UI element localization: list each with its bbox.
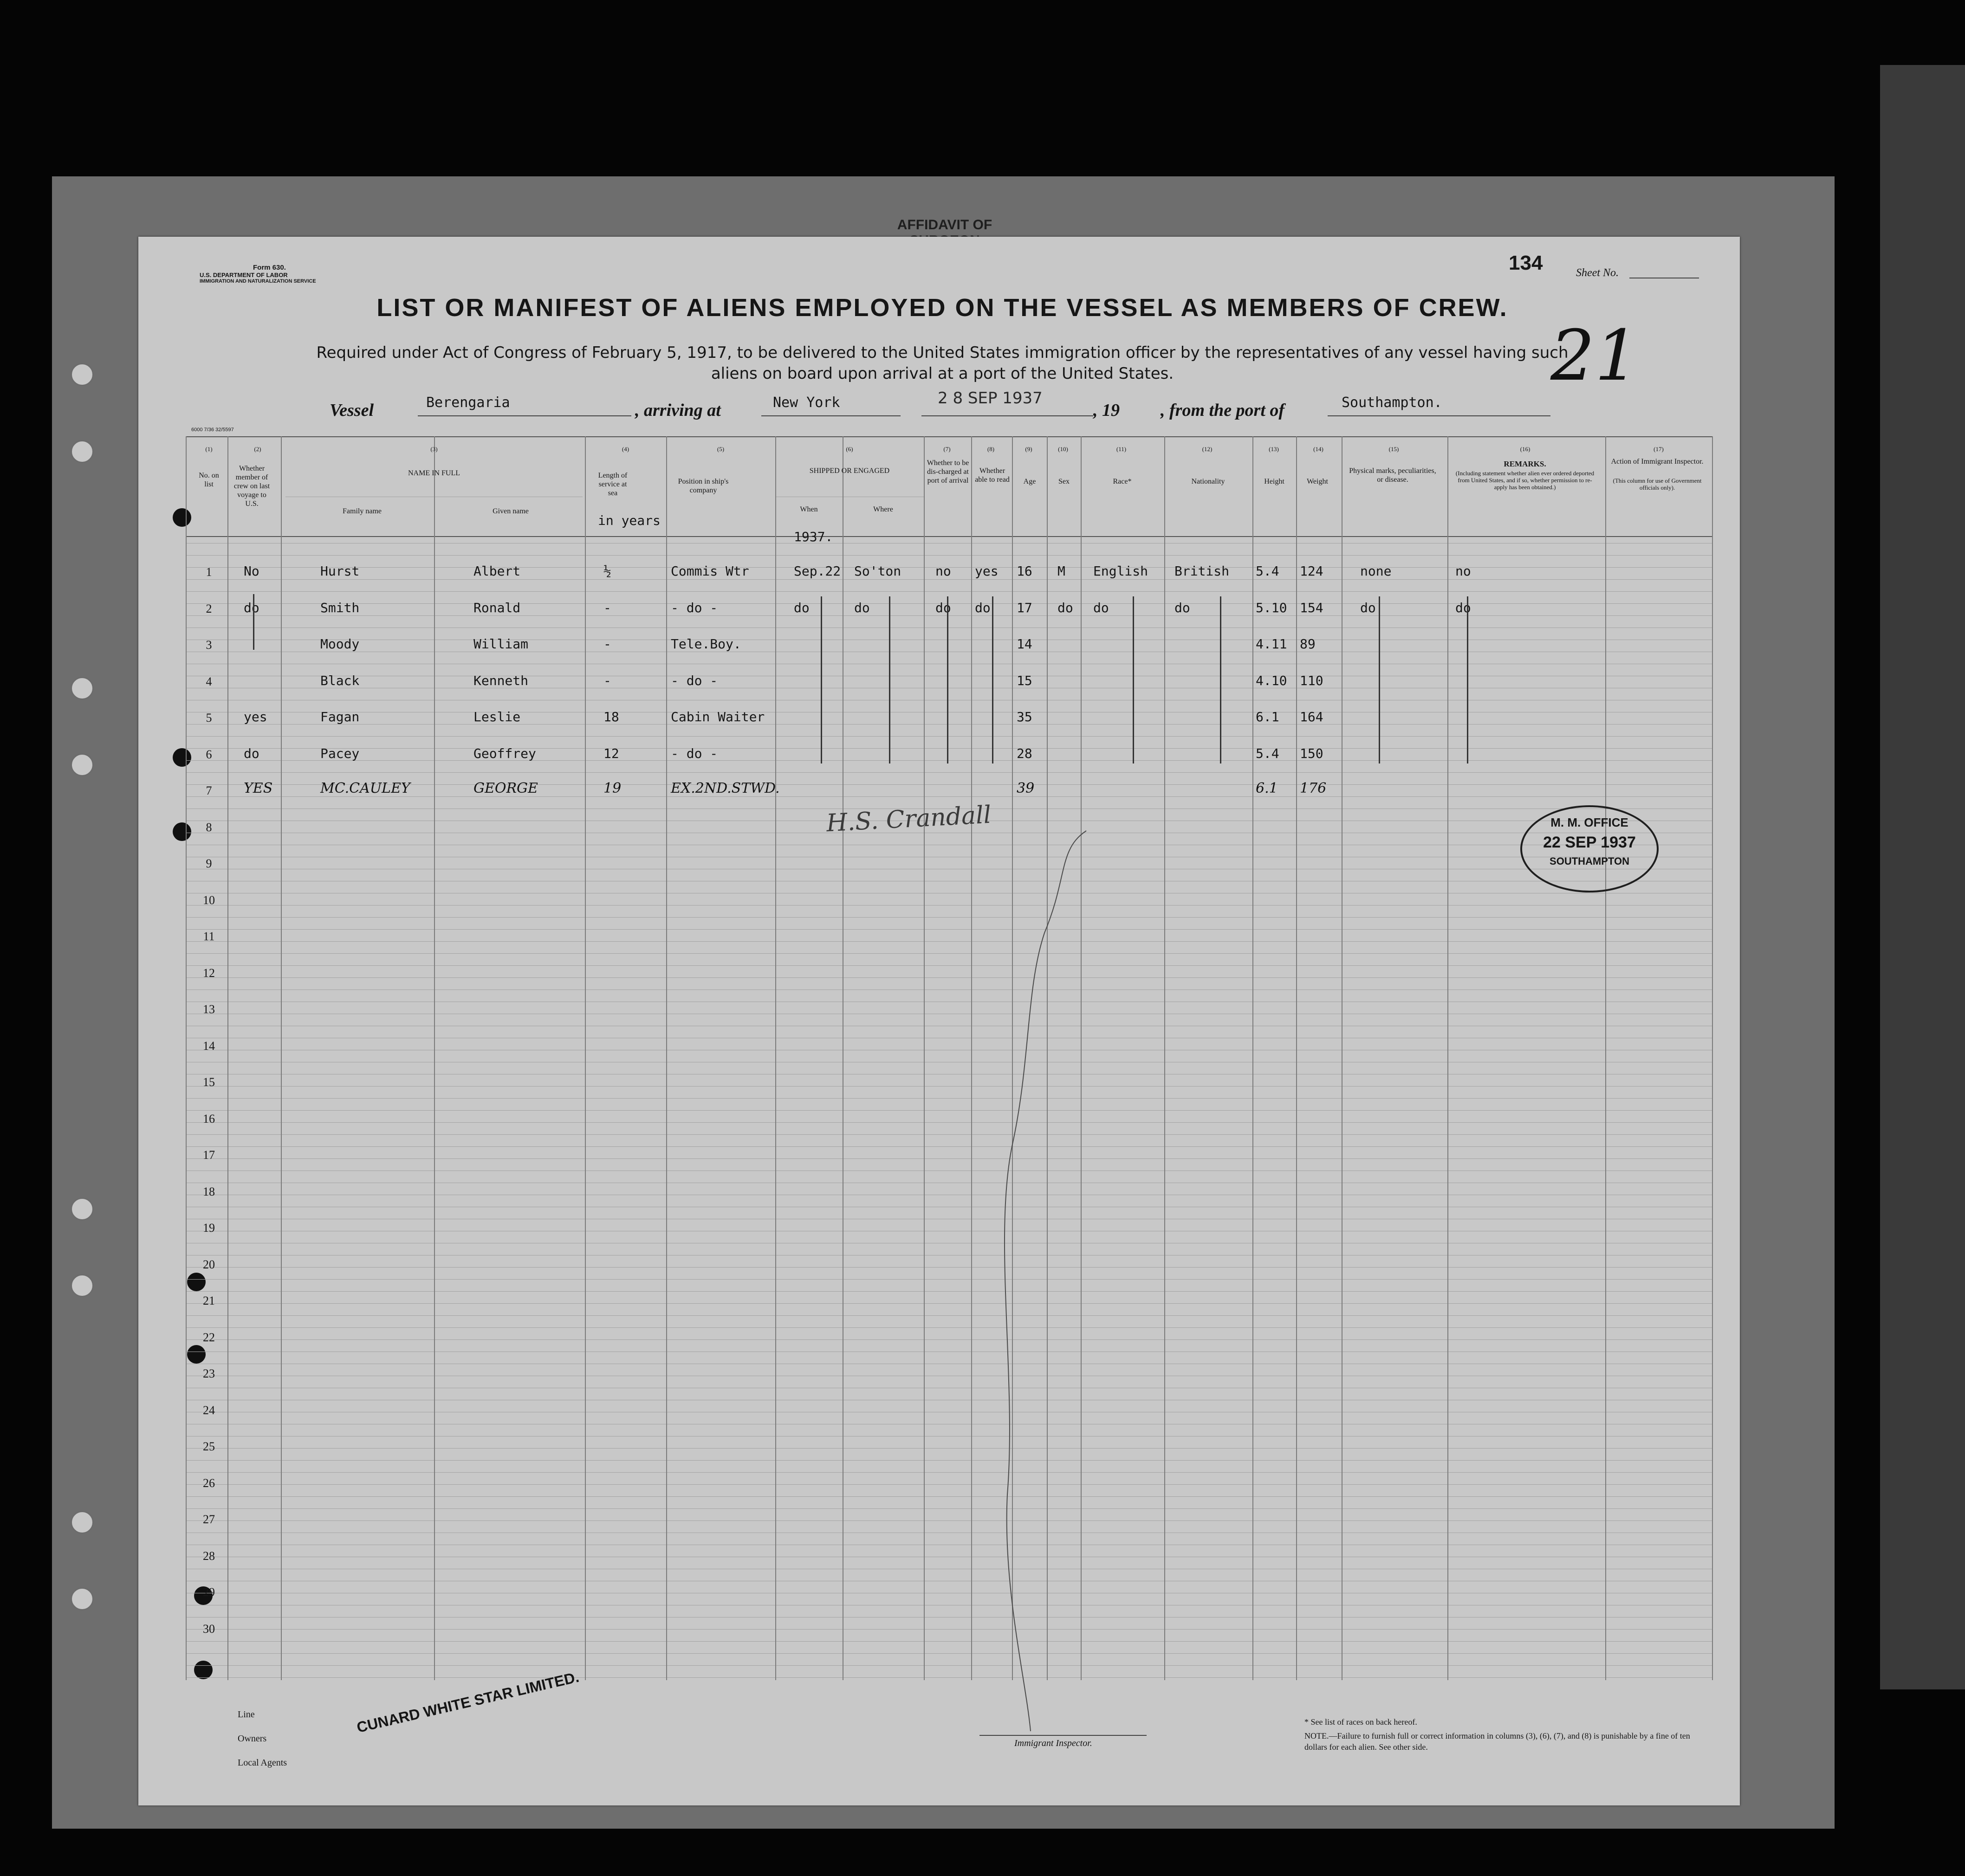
cell-family-name: Fagan — [320, 709, 360, 725]
cell-given-name: Leslie — [473, 709, 521, 725]
ruled-line — [186, 1122, 1713, 1123]
ditto-mark — [1467, 596, 1468, 763]
cell-length-of-service: - — [603, 636, 611, 652]
row-number: 22 — [203, 1330, 215, 1344]
binder-hole — [71, 363, 94, 386]
vessel-name: Berengaria — [426, 395, 510, 411]
cell-given-name: William — [473, 636, 529, 652]
row-number: 8 — [206, 820, 212, 834]
row-number: 9 — [206, 857, 212, 870]
ruled-line — [186, 1520, 1713, 1521]
ruled-line — [186, 748, 1713, 749]
requirement-line-2: aliens on board upon arrival at a port of the United States. — [711, 364, 1174, 383]
column-number: (13) — [1269, 446, 1279, 453]
cell-length-of-service: 19 — [603, 780, 622, 796]
column-number: (3) — [430, 446, 438, 453]
ruled-line — [186, 1327, 1713, 1328]
cell-length-of-service: - — [603, 673, 611, 688]
cell-able-to-read: yes — [975, 563, 999, 579]
cell-shipped-where: do — [854, 600, 870, 615]
row-number: 16 — [203, 1112, 215, 1126]
header-age: Age — [1023, 478, 1036, 485]
header-length-of-service: Length of service at sea — [598, 472, 628, 497]
cell-height: 6.1 — [1256, 780, 1278, 796]
cell-length-of-service: - — [603, 600, 611, 615]
requirement-line-1: Required under Act of Congress of February 5, 1917, to be delivered to the United States immigration officer by the representatives of any vessel having such — [316, 343, 1569, 362]
mm-office-stamp — [1520, 805, 1659, 893]
ruled-line — [186, 1472, 1713, 1473]
column-line — [1296, 436, 1297, 1680]
service-name: IMMIGRATION AND NATURALIZATION SERVICE — [200, 278, 316, 284]
cell-shipped-where: So'ton — [854, 563, 901, 579]
owners-label: Owners — [238, 1734, 267, 1744]
ruled-line — [186, 1665, 1713, 1666]
row-number: 21 — [203, 1294, 215, 1307]
cell-physical-marks: do — [1360, 600, 1376, 615]
ruled-line — [186, 1508, 1713, 1509]
ruled-line — [186, 977, 1713, 978]
header-where: Where — [873, 505, 893, 513]
cell-length-of-service: 12 — [603, 745, 619, 761]
row-number: 28 — [203, 1549, 215, 1563]
column-number: (16) — [1520, 446, 1530, 453]
signature-trail — [975, 822, 1096, 1745]
ditto-mark — [1133, 596, 1134, 763]
binder-hole — [71, 1587, 94, 1611]
row-number: 26 — [203, 1476, 215, 1490]
cell-physical-marks: none — [1360, 563, 1392, 579]
arrival-port: New York — [773, 395, 840, 411]
column-line — [1252, 436, 1253, 1680]
cell-shipped-when: Sep.22 — [794, 563, 841, 579]
line-label: Line — [238, 1709, 255, 1720]
column-line — [1712, 436, 1713, 1680]
stamp-date-line: 22 SEP 1937 — [1543, 834, 1636, 851]
ruled-line — [186, 1484, 1713, 1485]
cell-age: 14 — [1017, 636, 1032, 652]
header-shipped-or-engaged: SHIPPED OR ENGAGED — [809, 467, 890, 475]
shipped-year: 1937. — [794, 529, 833, 544]
cell-weight: 176 — [1300, 780, 1327, 796]
cell-length-of-service: 18 — [603, 709, 619, 725]
row-number: 19 — [203, 1221, 215, 1235]
row-number: 13 — [203, 1003, 215, 1016]
inspector-signature: H.S. Crandall — [825, 801, 992, 838]
column-number: (1) — [205, 446, 213, 453]
cell-family-name: Hurst — [320, 563, 360, 579]
ruled-line — [186, 965, 1713, 966]
column-number: (11) — [1116, 446, 1127, 453]
cell-given-name: Ronald — [473, 600, 521, 615]
row-number: 10 — [203, 893, 215, 907]
cell-height: 4.11 — [1256, 636, 1287, 652]
cell-family-name: Pacey — [320, 745, 360, 761]
in-years-note: in years — [598, 513, 661, 528]
ruled-line — [186, 1339, 1713, 1340]
column-line — [186, 436, 187, 1680]
from-port-label: , from the port of — [1161, 401, 1285, 420]
header-remarks-note: (Including statement whether alien ever ordered deported from United States, and if so, whether permission to re-apply has been obtained.) — [1455, 470, 1595, 491]
header-crew-last-voyage: Whether member of crew on last voyage to U.S. — [233, 465, 270, 508]
ruled-line — [186, 796, 1713, 797]
header-height: Height — [1264, 478, 1284, 485]
binder-hole — [71, 677, 94, 700]
binder-hole — [71, 440, 94, 463]
column-line — [1447, 436, 1448, 1680]
cell-race: do — [1093, 600, 1109, 615]
column-number: (12) — [1202, 446, 1213, 453]
table-rule — [186, 436, 1713, 437]
ruled-line — [186, 1448, 1713, 1449]
cell-weight: 150 — [1300, 745, 1323, 761]
ruled-line — [186, 736, 1713, 737]
inspector-signature-line — [979, 1735, 1147, 1736]
row-number: 12 — [203, 966, 215, 980]
manifest-table — [186, 436, 1713, 1680]
row-number: 15 — [203, 1075, 215, 1089]
row-number: 24 — [203, 1403, 215, 1417]
port-underline — [761, 415, 901, 416]
header-remarks: REMARKS. — [1504, 459, 1546, 468]
ditto-mark — [253, 594, 254, 650]
ruled-line — [186, 1460, 1713, 1461]
column-line — [971, 436, 972, 1680]
header-physical-marks: Physical marks, peculiarities, or disease. — [1349, 467, 1436, 484]
ditto-mark — [947, 596, 948, 763]
row-number: 25 — [203, 1440, 215, 1453]
cell-age: 28 — [1017, 745, 1032, 761]
column-number: (6) — [846, 446, 853, 453]
header-race: Race* — [1113, 478, 1132, 485]
row-number: 23 — [203, 1367, 215, 1380]
ruled-line — [186, 1641, 1713, 1642]
ruled-line — [186, 591, 1713, 592]
row-number: 5 — [206, 711, 212, 725]
binder-hole — [71, 1197, 94, 1221]
cell-age: 35 — [1017, 709, 1032, 725]
cell-age: 16 — [1017, 563, 1032, 579]
cell-shipped-when: do — [794, 600, 810, 615]
cell-position: Tele.Boy. — [671, 636, 741, 652]
ditto-mark — [821, 596, 822, 763]
header-position: Position in ship's company — [678, 478, 729, 494]
ruled-line — [186, 1158, 1713, 1159]
header-action: Action of Immigrant Inspector. — [1611, 458, 1704, 466]
cell-crew-status: do — [244, 745, 259, 761]
column-number: (2) — [254, 446, 261, 453]
row-number: 14 — [203, 1039, 215, 1053]
cell-given-name: Kenneth — [473, 673, 529, 688]
background-strip — [1880, 65, 1965, 1689]
column-line — [1605, 436, 1606, 1680]
header-discharged: Whether to be dis-charged at port of arrival — [927, 459, 969, 485]
ruled-line — [186, 1279, 1713, 1280]
cell-given-name: Albert — [473, 563, 521, 579]
column-number: (15) — [1388, 446, 1399, 453]
column-number: (7) — [943, 446, 951, 453]
ditto-mark — [1220, 596, 1221, 763]
cell-sex: do — [1057, 600, 1073, 615]
ruled-line — [186, 627, 1713, 628]
cell-crew-status: yes — [244, 709, 267, 725]
header-action-note: (This column for use of Government officials only). — [1613, 477, 1702, 491]
departure-port: Southampton. — [1342, 395, 1442, 411]
cell-weight: 124 — [1300, 563, 1323, 579]
column-number: (5) — [717, 446, 725, 453]
ruled-line — [186, 1629, 1713, 1630]
header-name-in-full: NAME IN FULL — [408, 469, 460, 477]
cell-to-be-discharged: no — [935, 563, 951, 579]
row-number: 17 — [203, 1148, 215, 1162]
cell-remarks: no — [1455, 563, 1471, 579]
local-agents-label: Local Agents — [238, 1758, 287, 1768]
row-number: 2 — [206, 602, 212, 615]
cell-nationality: British — [1174, 563, 1230, 579]
ruled-line — [186, 917, 1713, 918]
cell-height: 6.1 — [1256, 709, 1279, 725]
form-number: Form 630. — [253, 264, 286, 272]
column-number: (4) — [622, 446, 629, 453]
row-number: 30 — [203, 1622, 215, 1636]
cell-height: 5.10 — [1256, 600, 1287, 615]
binder-hole — [71, 753, 94, 776]
column-line — [924, 436, 925, 1680]
ruled-line — [186, 772, 1713, 773]
cell-nationality: do — [1174, 600, 1190, 615]
company-stamp: CUNARD WHITE STAR LIMITED. — [355, 1668, 581, 1736]
cell-position: EX.2ND.STWD. — [671, 780, 780, 796]
cell-weight: 110 — [1300, 673, 1323, 688]
column-line — [1164, 436, 1165, 1680]
cell-given-name: Geoffrey — [473, 745, 536, 761]
column-line — [281, 436, 282, 1680]
cell-family-name: Black — [320, 673, 360, 688]
row-number: 1 — [206, 565, 212, 579]
form-code: 6000 7/36 32/5597 — [191, 427, 234, 433]
ditto-mark — [889, 596, 890, 763]
binder-hole — [71, 1511, 94, 1534]
ruled-line — [186, 1677, 1713, 1678]
ruled-line — [186, 1134, 1713, 1135]
table-rule — [186, 536, 1713, 537]
ruled-line — [186, 1315, 1713, 1316]
races-footnote: * See list of races on back hereof. — [1304, 1717, 1417, 1727]
header-no-on-list: No. on list — [199, 472, 219, 488]
cell-position: - do - — [671, 600, 718, 615]
header-when: When — [800, 505, 818, 513]
row-number: 20 — [203, 1257, 215, 1271]
handwritten-sheet-number: 21 — [1550, 316, 1639, 396]
column-number: (17) — [1654, 446, 1664, 453]
ruled-line — [186, 1496, 1713, 1497]
ruled-line — [186, 905, 1713, 906]
row-number: 27 — [203, 1513, 215, 1526]
cell-age: 39 — [1017, 780, 1035, 796]
header-able-to-read: Whether able to read — [975, 467, 1010, 484]
column-number: (14) — [1313, 446, 1323, 453]
immigrant-inspector-label: Immigrant Inspector. — [1014, 1738, 1092, 1748]
column-number: (10) — [1058, 446, 1068, 453]
header-weight: Weight — [1307, 478, 1328, 485]
stamp-office-line: M. M. OFFICE — [1550, 815, 1628, 829]
cell-crew-status: do — [244, 600, 259, 615]
row-number: 7 — [206, 784, 212, 797]
header-given-name: Given name — [493, 507, 529, 515]
column-line — [775, 436, 776, 1680]
form-id-block — [200, 264, 367, 284]
cell-position: - do - — [671, 745, 718, 761]
ruled-line — [186, 953, 1713, 954]
column-line — [227, 436, 228, 1680]
cell-family-name: Moody — [320, 636, 360, 652]
arriving-label: , arriving at — [635, 401, 721, 420]
page-title: LIST OR MANIFEST OF ALIENS EMPLOYED ON THE VESSEL AS MEMBERS OF CREW. — [376, 294, 1508, 322]
ruled-line — [186, 760, 1713, 761]
sheet-label: Sheet No. — [1576, 267, 1619, 279]
ruled-line — [186, 1291, 1713, 1292]
cell-position: Commis Wtr — [671, 563, 749, 579]
row-number: 11 — [203, 930, 215, 943]
header-nationality: Nationality — [1191, 478, 1225, 485]
cell-position: Cabin Waiter — [671, 709, 765, 725]
ruled-line — [186, 784, 1713, 785]
cell-crew-status: No — [244, 563, 259, 579]
row-number: 18 — [203, 1184, 215, 1198]
cell-length-of-service: ½ — [603, 563, 611, 579]
cell-crew-status: YES — [244, 780, 273, 796]
cell-given-name: GEORGE — [473, 780, 538, 796]
ruled-line — [186, 1146, 1713, 1147]
vessel-underline — [418, 415, 631, 416]
ditto-mark — [1379, 596, 1380, 763]
sheet-number: 134 — [1509, 252, 1543, 274]
binder-hole — [71, 1274, 94, 1297]
penalty-note: NOTE.—Failure to furnish full or correct information in columns (3), (6), (7), and (8) is punishable by a fine of ten dollars for each alien. See other side. — [1304, 1731, 1690, 1752]
header-family-name: Family name — [343, 507, 382, 515]
stamp-port-line: SOUTHAMPTON — [1550, 855, 1629, 867]
column-number: (8) — [987, 446, 995, 453]
cell-weight: 154 — [1300, 600, 1323, 615]
affidavit-heading: AFFIDAVIT OF — [897, 217, 992, 233]
ruled-line — [186, 1086, 1713, 1087]
ruled-line — [186, 1098, 1713, 1099]
column-line — [666, 436, 667, 1680]
cell-height: 5.4 — [1256, 745, 1279, 761]
date-underline — [921, 415, 1093, 416]
header-sex: Sex — [1058, 478, 1070, 485]
arrival-date-stamp: 2 8 SEP 1937 — [938, 389, 1043, 408]
ruled-line — [186, 1110, 1713, 1111]
column-line — [434, 436, 435, 1680]
cell-race: English — [1093, 563, 1148, 579]
cell-age: 17 — [1017, 600, 1032, 615]
cell-position: - do - — [671, 673, 718, 688]
row-number: 29 — [203, 1585, 215, 1599]
cell-height: 5.4 — [1256, 563, 1279, 579]
cell-sex: M — [1057, 563, 1065, 579]
cell-weight: 164 — [1300, 709, 1323, 725]
ruled-line — [186, 929, 1713, 930]
ruled-line — [186, 1267, 1713, 1268]
vessel-label: Vessel — [330, 401, 374, 420]
row-number: 3 — [206, 638, 212, 652]
departure-underline — [1328, 415, 1550, 416]
column-line — [585, 436, 586, 1680]
column-number: (9) — [1025, 446, 1032, 453]
year-label: , 19 — [1093, 401, 1120, 420]
cell-weight: 89 — [1300, 636, 1316, 652]
ruled-line — [186, 941, 1713, 942]
ruled-line — [186, 1303, 1713, 1304]
ruled-line — [186, 579, 1713, 580]
cell-to-be-discharged: do — [935, 600, 951, 615]
row-number: 4 — [206, 674, 212, 688]
row-number: 6 — [206, 747, 212, 761]
department-name: U.S. DEPARTMENT OF LABOR — [200, 272, 288, 278]
ruled-line — [186, 555, 1713, 556]
ditto-mark — [992, 596, 993, 763]
ruled-line — [186, 615, 1713, 616]
cell-able-to-read: do — [975, 600, 991, 615]
cell-remarks: do — [1455, 600, 1471, 615]
ruled-line — [186, 1653, 1713, 1654]
cell-height: 4.10 — [1256, 673, 1287, 688]
cell-family-name: MC.CAULEY — [320, 780, 410, 796]
ruled-line — [186, 724, 1713, 725]
cell-age: 15 — [1017, 673, 1032, 688]
cell-family-name: Smith — [320, 600, 360, 615]
